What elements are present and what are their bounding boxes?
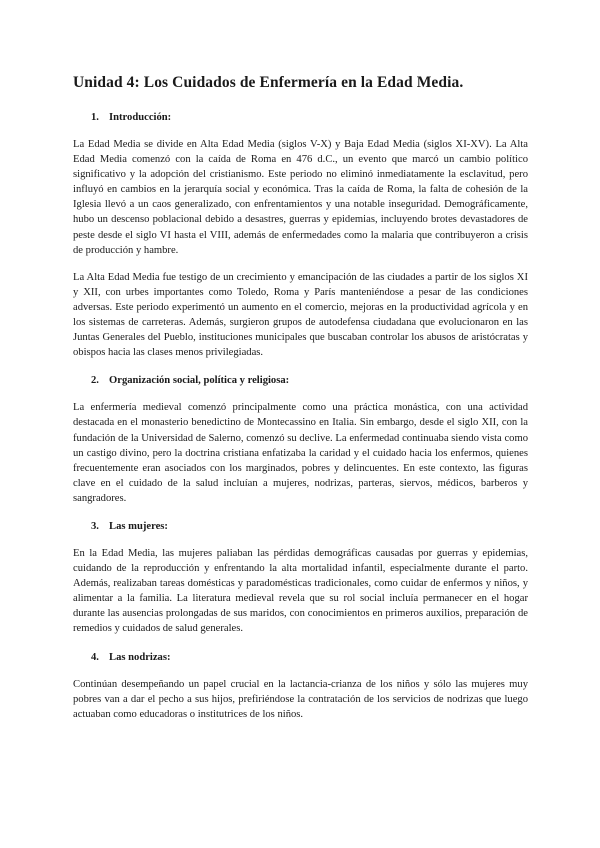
section-mujeres [73,521,528,637]
document-title: Unidad 4: Los Cuidados de Enfermería en la Edad Media. [73,74,464,91]
section-nodrizas [73,652,528,722]
paragraph: En la Edad Media, las mujeres paliaban las pérdidas demográficas causadas por guerras y epidemias, cuidando de la reproducción y enfrentando la alta mortalidad infantil, especialmente durante el parto. Además, realizaban tareas domésticas y paradomésticas tradicionales, como cuidar de enfermos y niños, y alimentar a la familia. La literatura medieval revela que su rol social incluía permanecer en el hogar durante las ausencias prolongadas de sus maridos, con conocimientos en primeros auxilios, preparación de remedios y cuidados de salud generales. [73,547,528,635]
section-heading-text: Organización social, política y religiosa: [109,375,290,387]
section-number: 4. [91,651,99,663]
section-heading [91,112,528,123]
section-introduccion [73,112,528,360]
section-number: 1. [91,112,99,123]
paragraph: La enfermería medieval comenzó principalmente como una práctica monástica, con una actividad destacada en el monasterio benedictino de Montecassino en Italia. Sin embargo, desde el siglo XII, con la fundación de la Universidad de Salerno, comenzó su declive. La enfermedad continuaba siendo vista como un castigo divino, pero la doctrina cristiana enfatizaba la caridad y el cuidado hacia los enfermos, quienes frecuentemente eran asociados con los marginados, pobres y delincuentes. En este contexto, las figuras clave en el cuidado de la salud incluían a mujeres, nodrizas, parteras, siervos, médicos, barberos y sangradores. [73,402,528,504]
section-number: 3. [91,520,99,532]
section-organizacion [73,375,528,506]
section-heading [91,521,528,532]
paragraph: La Edad Media se divide en Alta Edad Media (siglos V-X) y Baja Edad Media (siglos XI-XV). La Alta Edad Media comenzó con la caída de Roma en 476 d.C., un evento que marcó un cambio político significativo y la adopción del cristianismo. Este periodo no eliminó inmediatamente la esclavitud, pero influyó en cambios en la jerarquía social y económica. Tras la caída de Roma, la falta de cohesión de la Iglesia llevó a un caos generalizado, con enfrentamientos y una notable inseguridad. Demográficamente, hubo un descenso poblacional debido a desastres, guerras y epidemias, incluyendo brotes devastadores de peste desde el siglo VI hasta el VIII, además de enfermedades como la malaria que contribuyeron a crisis de producción y hambre. [73,139,528,256]
paragraph: La Alta Edad Media fue testigo de un crecimiento y emancipación de las ciudades a partir de los siglos XI y XII, con urbes importantes como Toledo, Roma y París manteniéndose a pesar de las condiciones adversas. Este periodo experimentó un aumento en el comercio, mejoras en la productividad agrícola y en los sistemas de carreteras. Además, surgieron grupos de autodefensa ciudadana que evolucionaron en las Juntas Generales del Pueblo, instituciones municipales que buscaban controlar los abusos de aristócratas y obispos hacia las clases menos privilegiadas. [73,271,528,359]
section-number: 2. [91,375,99,387]
section-heading [91,652,528,663]
paragraph: Continúan desempeñando un papel crucial en la lactancia-crianza de los niños y sólo las mujeres muy pobres van a dar el pecho a sus hijos, prefiriéndose la contratación de los servicios de nodrizas que luego actuaban como educadoras o institutrices de los niños. [73,678,528,720]
section-heading [91,375,528,386]
section-heading-text: Las nodrizas: [109,651,171,663]
section-heading-text: Introducción: [109,112,172,123]
section-heading-text: Las mujeres: [109,520,168,532]
document-page [73,74,528,737]
